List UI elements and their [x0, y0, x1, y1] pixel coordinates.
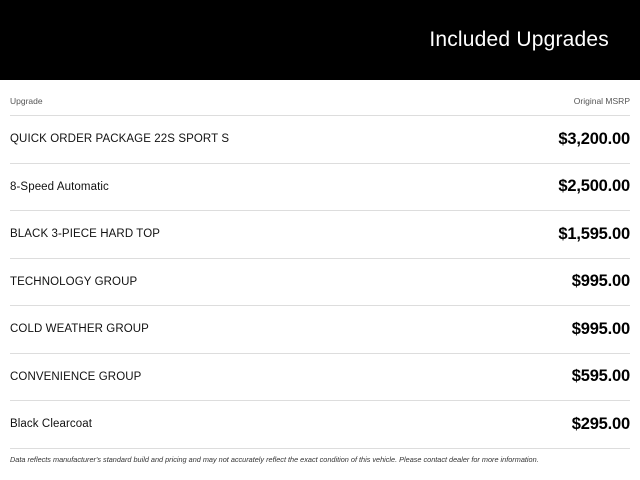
upgrade-name: TECHNOLOGY GROUP: [10, 258, 320, 306]
upgrade-name: CONVENIENCE GROUP: [10, 353, 320, 401]
upgrade-name: QUICK ORDER PACKAGE 22S SPORT S: [10, 116, 320, 164]
upgrade-price: $2,500.00: [320, 163, 630, 211]
upgrades-table: [10, 80, 630, 449]
upgrade-price: $3,200.00: [320, 116, 630, 164]
table-row: [10, 306, 630, 354]
upgrade-name: 8-Speed Automatic: [10, 163, 320, 211]
upgrade-name: COLD WEATHER GROUP: [10, 306, 320, 354]
table-header: [10, 80, 630, 116]
table-row: [10, 211, 630, 259]
column-header-msrp: Original MSRP: [320, 80, 630, 116]
table-body: [10, 116, 630, 449]
page-title: Included Upgrades: [429, 28, 609, 51]
upgrade-price: $1,595.00: [320, 211, 630, 259]
column-header-upgrade: Upgrade: [10, 80, 320, 116]
table-row: [10, 163, 630, 211]
upgrade-price: $595.00: [320, 353, 630, 401]
table-header-row: [10, 80, 630, 116]
table-row: [10, 401, 630, 449]
content-area: [0, 80, 640, 464]
table-row: [10, 258, 630, 306]
upgrade-price: $295.00: [320, 401, 630, 449]
table-row: [10, 353, 630, 401]
upgrade-price: $995.00: [320, 306, 630, 354]
upgrade-price: $995.00: [320, 258, 630, 306]
disclaimer-text: Data reflects manufacturer's standard build and pricing and may not accurately reflect the exact condition of this vehicle. Please contact dealer for more information.: [10, 454, 539, 464]
upgrade-name: Black Clearcoat: [10, 401, 320, 449]
page-header: [0, 0, 640, 80]
upgrade-name: BLACK 3-PIECE HARD TOP: [10, 211, 320, 259]
table-row: [10, 116, 630, 164]
